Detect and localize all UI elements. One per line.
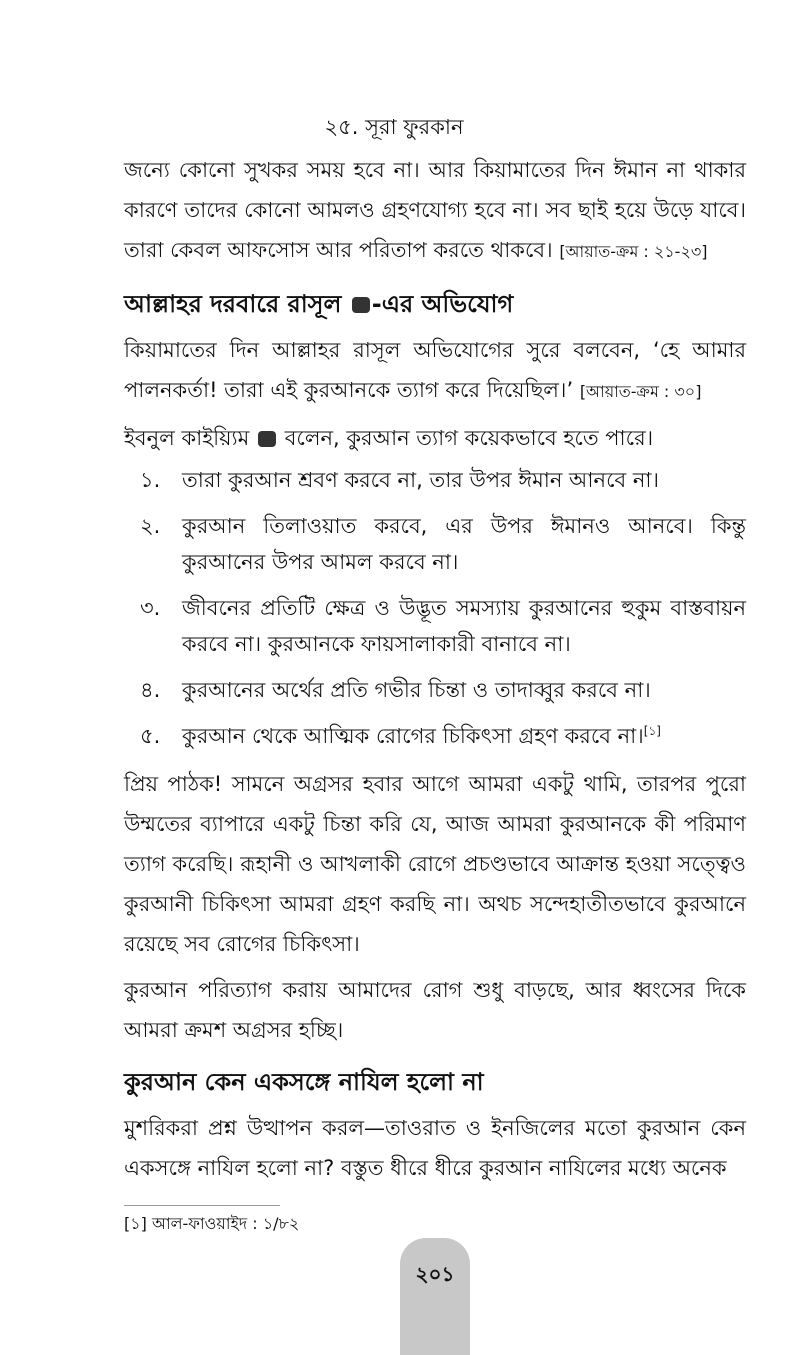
page-number-tab (400, 1238, 470, 1355)
list-number: ৫. (140, 724, 161, 748)
ibnul-qayyim-text-pre: ইবনুল কাইয়্যিম (124, 426, 250, 450)
list-item (124, 462, 746, 498)
list-number: ৩. (140, 596, 161, 620)
list-number: ২. (140, 514, 161, 538)
list-item (124, 508, 746, 580)
list-text (182, 718, 746, 754)
section-heading-revelation: কুরআন কেন একসঙ্গে নাযিল হলো না (124, 1068, 484, 1096)
list-number: ১. (140, 468, 161, 492)
list-text-content: জীবনের প্রতিটি ক্ষেত্র ও উদ্ভূত সমস্যায় কুরআনের হুকুম বাস্তবায়ন করবে না। কুরআনকে ফায়সালাকারী বানাবে না। (182, 596, 746, 656)
ibnul-qayyim-paragraph (124, 418, 746, 458)
rahimahullah-ligature-icon (258, 431, 276, 447)
heading-text-post: -এর অভিযোগ (371, 290, 514, 318)
list-text (182, 508, 746, 580)
running-head: ২৫. সূরা ফুরকান (324, 115, 464, 139)
list-number: ৪. (140, 678, 161, 702)
list-text-content: তারা কুরআন শ্রবণ করবে না, তার উপর ঈমান আনবে না। (182, 468, 660, 492)
verse-reference: [আয়াত-ক্রম : ২১-২৩] (559, 242, 708, 261)
salawat-ligature-icon (352, 297, 370, 313)
list-text-content: কুরআনের অর্থের প্রতি গভীর চিন্তা ও তাদাব্বুর করবে না। (182, 678, 651, 702)
complaint-text: কিয়ামাতের দিন আল্লাহর রাসূল অভিযোগের সুরে বলবেন, ‘হে আমার পালনকর্তা! তারা এই কুরআনকে ত্যাগ করে দিয়েছিল।’ (124, 338, 746, 402)
ibnul-qayyim-text-post: বলেন, কুরআন ত্যাগ কয়েকভাবে হতে পারে। (284, 426, 654, 450)
list-item (124, 590, 746, 662)
list-text (182, 462, 746, 498)
heading-text-pre: আল্লাহর দরবারে রাসূল (124, 290, 342, 318)
list-text-content: কুরআন থেকে আত্মিক রোগের চিকিৎসা গ্রহণ করবে না। (182, 724, 644, 748)
reader-paragraph: প্রিয় পাঠক! সামনে অগ্রসর হবার আগে আমরা একটু থামি, তারপর পুরো উম্মতের ব্যাপারে একটু চিন্তা করি যে, আজ আমরা কুরআনকে কী পরিমাণ ত্যাগ করেছি। রূহানী ও আখলাকী রোগে প্রচণ্ডভাবে আক্রান্ত হওয়া সত্ত্বেও কুরআনী চিকিৎসা আমরা গ্রহণ করছি না। অথচ সন্দেহাতীতভাবে কুরআনে রয়েছে সব রোগের চিকিৎসা। (124, 772, 746, 956)
intro-paragraph (124, 150, 746, 272)
list-item (124, 672, 746, 708)
complaint-paragraph (124, 330, 746, 412)
list-text (182, 672, 746, 708)
footnote: [১] আল-ফাওয়াইদ : ১/৮২ (124, 1214, 300, 1233)
revelation-paragraph: মুশরিকরা প্রশ্ন উত্থাপন করল—তাওরাত ও ইনজিলের মতো কুরআন কেন একসঙ্গে নাযিল হলো না? বস্তুত ধীরে ধীরে কুরআন নাযিলের মধ্যে অনেক (124, 1116, 746, 1180)
disease-paragraph: কুরআন পরিত্যাগ করায় আমাদের রোগ শুধু বাড়ছে, আর ধ্বংসের দিকে আমরা ক্রমশ অগ্রসর হচ্ছি। (124, 978, 746, 1042)
abandonment-list (124, 462, 746, 754)
footnote-divider (124, 1205, 280, 1206)
verse-reference: [আয়াত-ক্রম : ৩০] (579, 382, 702, 401)
page-number: ২০১ (415, 1262, 455, 1286)
list-text (182, 590, 746, 662)
footnote-marker[interactable]: [১] (643, 724, 661, 738)
intro-text: জন্যে কোনো সুখকর সময় হবে না। আর কিয়ামাতের দিন ঈমান না থাকার কারণে তাদের কোনো আমলও গ্রহণযোগ্য হবে না। সব ছাই হয়ে উড়ে যাবে। তারা কেবল আফসোস আর পরিতাপ করতে থাকবে। (124, 158, 746, 262)
list-text-content: কুরআন তিলাওয়াত করবে, এর উপর ঈমানও আনবে। কিন্তু কুরআনের উপর আমল করবে না। (182, 514, 746, 574)
page-body (124, 150, 746, 1188)
section-heading-complaint (124, 286, 746, 322)
list-item (124, 718, 746, 754)
